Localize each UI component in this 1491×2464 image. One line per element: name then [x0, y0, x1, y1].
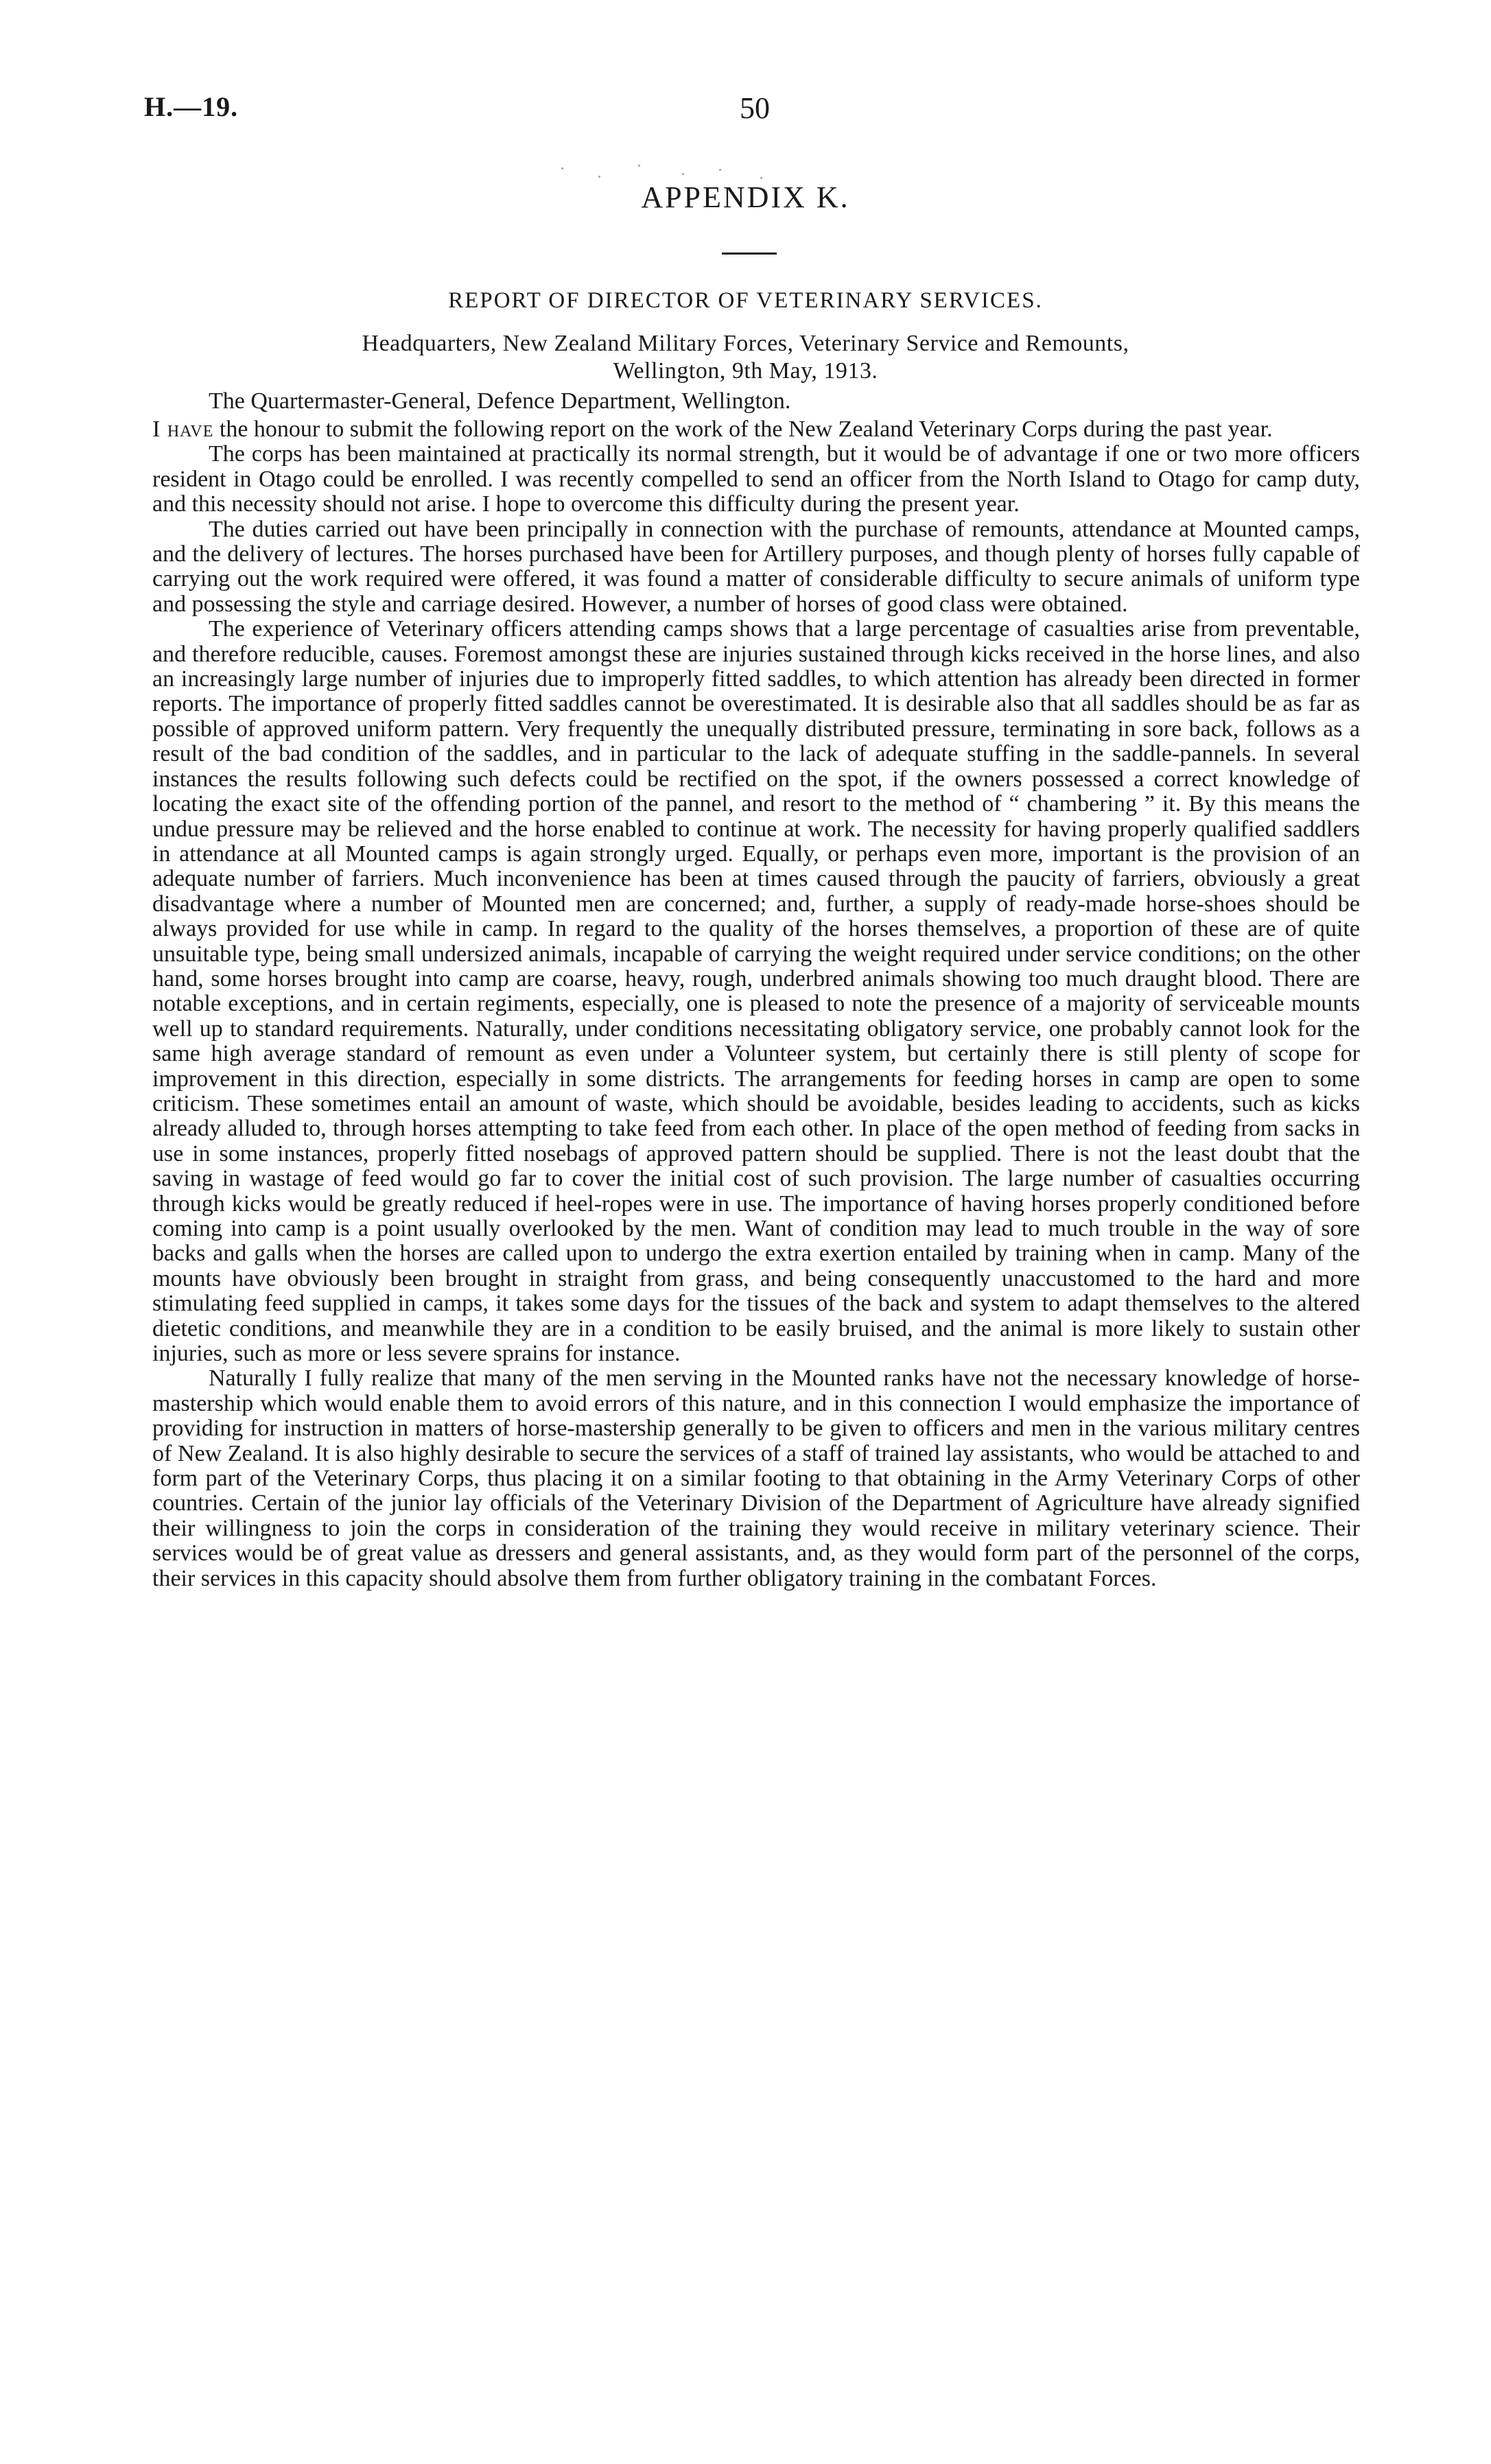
- title-rule: [722, 253, 777, 255]
- page-number: 50: [740, 91, 770, 125]
- paragraph-horse-mastership: Naturally I fully realize that many of the men serving in the Mounted ranks have not the necessary knowledge of horse-mastership which would enable them to avoid errors of this nature, and in this connection I would emphasize the importance of providing for instruction in matters of horse-mastership generally to be given to officers and men in the various military centres of New Zealand. It is also highly desirable to secure the services of a staff of trained lay assistants, who would be attached to and form part of the Veterinary Corps, thus placing it on a similar footing to that obtaining in the Army Veterinary Corps of other countries. Certain of the junior lay officials of the Veterinary Division of the Department of Agriculture have already signified their willingness to join the corps in consideration of the training they would receive in military veterinary science. Their services would be of great value as dressers and general assistants, and, as they would form part of the personnel of the corps, their services in this capacity should absolve them from further obligatory training in the combatant Forces.: [152, 1365, 1360, 1591]
- opening-words: I have: [152, 416, 214, 442]
- date-line: Wellington, 9th May, 1913.: [613, 358, 878, 384]
- appendix-title: APPENDIX K.: [641, 180, 850, 214]
- addressee: The Quartermaster-General, Defence Department, Wellington.: [209, 388, 791, 414]
- paragraph-corps-strength: The corps has been maintained at practically its normal strength, but it would be of advantage if one or two more officers resident in Otago could be enrolled. I was recently compelled to send an officer from the North Island to Otago for camp duty, and this necessity should not arise. I hope to overcome this difficulty during the present year.: [152, 441, 1360, 517]
- report-body: [152, 417, 1360, 1591]
- paragraph-opening: [152, 417, 1360, 442]
- paragraph-duties: The duties carried out have been principally in connection with the purchase of remounts, attendance at Mounted camps, and the delivery of lectures. The horses purchased have been for Artillery purposes, and though plenty of horses fully capable of carrying out the work required were offered, it was found a matter of considerable difficulty to secure animals of uniform type and possessing the style and carriage desired. However, a number of horses of good class were obtained.: [152, 516, 1360, 617]
- paragraph-camp-experience: The experience of Veterinary officers attending camps shows that a large percentage of casualties arise from preventable, and therefore reducible, causes. Foremost amongst these are injuries sustained through kicks received in the horse lines, and also an increasingly large number of injuries due to improperly fitted saddles, to which attention has already been directed in former reports. The importance of properly fitted saddles cannot be overestimated. It is desirable also that all saddles should be as far as possible of approved uniform pattern. Very frequently the unequally distributed pressure, terminating in sore back, follows as a result of the bad condition of the saddles, and in particular to the lack of adequate stuffing in the saddle-pannels. In several instances the results following such defects could be rectified on the spot, if the owners possessed a correct knowledge of locating the exact site of the offending portion of the pannel, and resort to the method of “ chambering ” it. By this means the undue pressure may be relieved and the horse enabled to continue at work. The necessity for having properly qualified saddlers in attendance at all Mounted camps is again strongly urged. Equally, or perhaps even more, important is the provision of an adequate number of farriers. Much inconvenience has been at times caused through the paucity of farriers, obviously a great disadvantage where a number of Mounted men are concerned; and, further, a supply of ready-made horse-shoes should be always provided for use while in camp. In regard to the quality of the horses themselves, a proportion of these are of quite unsuitable type, being small undersized animals, incapable of carrying the weight required under service conditions; on the other hand, some horses brought into camp are coarse, heavy, rough, underbred animals showing too much draught blood. There are notable exceptions, and in certain regiments, especially, one is pleased to note the presence of a majority of serviceable mounts well up to standard requirements. Naturally, under conditions necessitating obligatory service, one probably cannot look for the same high average standard of remount as even under a Volunteer system, but certainly there is still plenty of scope for improvement in this direction, especially in some districts. The arrangements for feeding horses in camp are open to some criticism. These sometimes entail an amount of waste, which should be avoidable, besides leading to accidents, such as kicks already alluded to, through horses attempting to take feed from each other. In place of the open method of feeding from sacks in use in some instances, properly fitted nosebags of approved pattern should be supplied. There is not the least doubt that the saving in wastage of feed would go far to cover the initial cost of such provision. The large number of casualties occurring through kicks would be greatly reduced if heel-ropes were in use. The importance of having horses properly conditioned before coming into camp is a point usually overlooked by the men. Want of condition may lead to much trouble in the way of sore backs and galls when the horses are called upon to undergo the extra exertion entailed by training when in camp. Many of the mounts have obviously been brought in straight from grass, and being consequently unaccustomed to the hard and more stimulating feed supplied in camps, it takes some days for the tissues of the back and system to adapt themselves to the altered dietetic conditions, and meanwhile they are in a condition to be easily bruised, and the animal is more likely to sustain other injuries, such as more or less severe sprains for instance.: [152, 616, 1360, 1367]
- page-reference: H.—19.: [144, 91, 239, 122]
- headquarters-line: Headquarters, New Zealand Military Forces, Veterinary Service and Remounts,: [362, 331, 1129, 356]
- report-title: REPORT OF DIRECTOR OF VETERINARY SERVICES.: [448, 288, 1043, 313]
- opening-text: the honour to submit the following report on the work of the New Zealand Veterinary Corps during the past year.: [213, 416, 1273, 442]
